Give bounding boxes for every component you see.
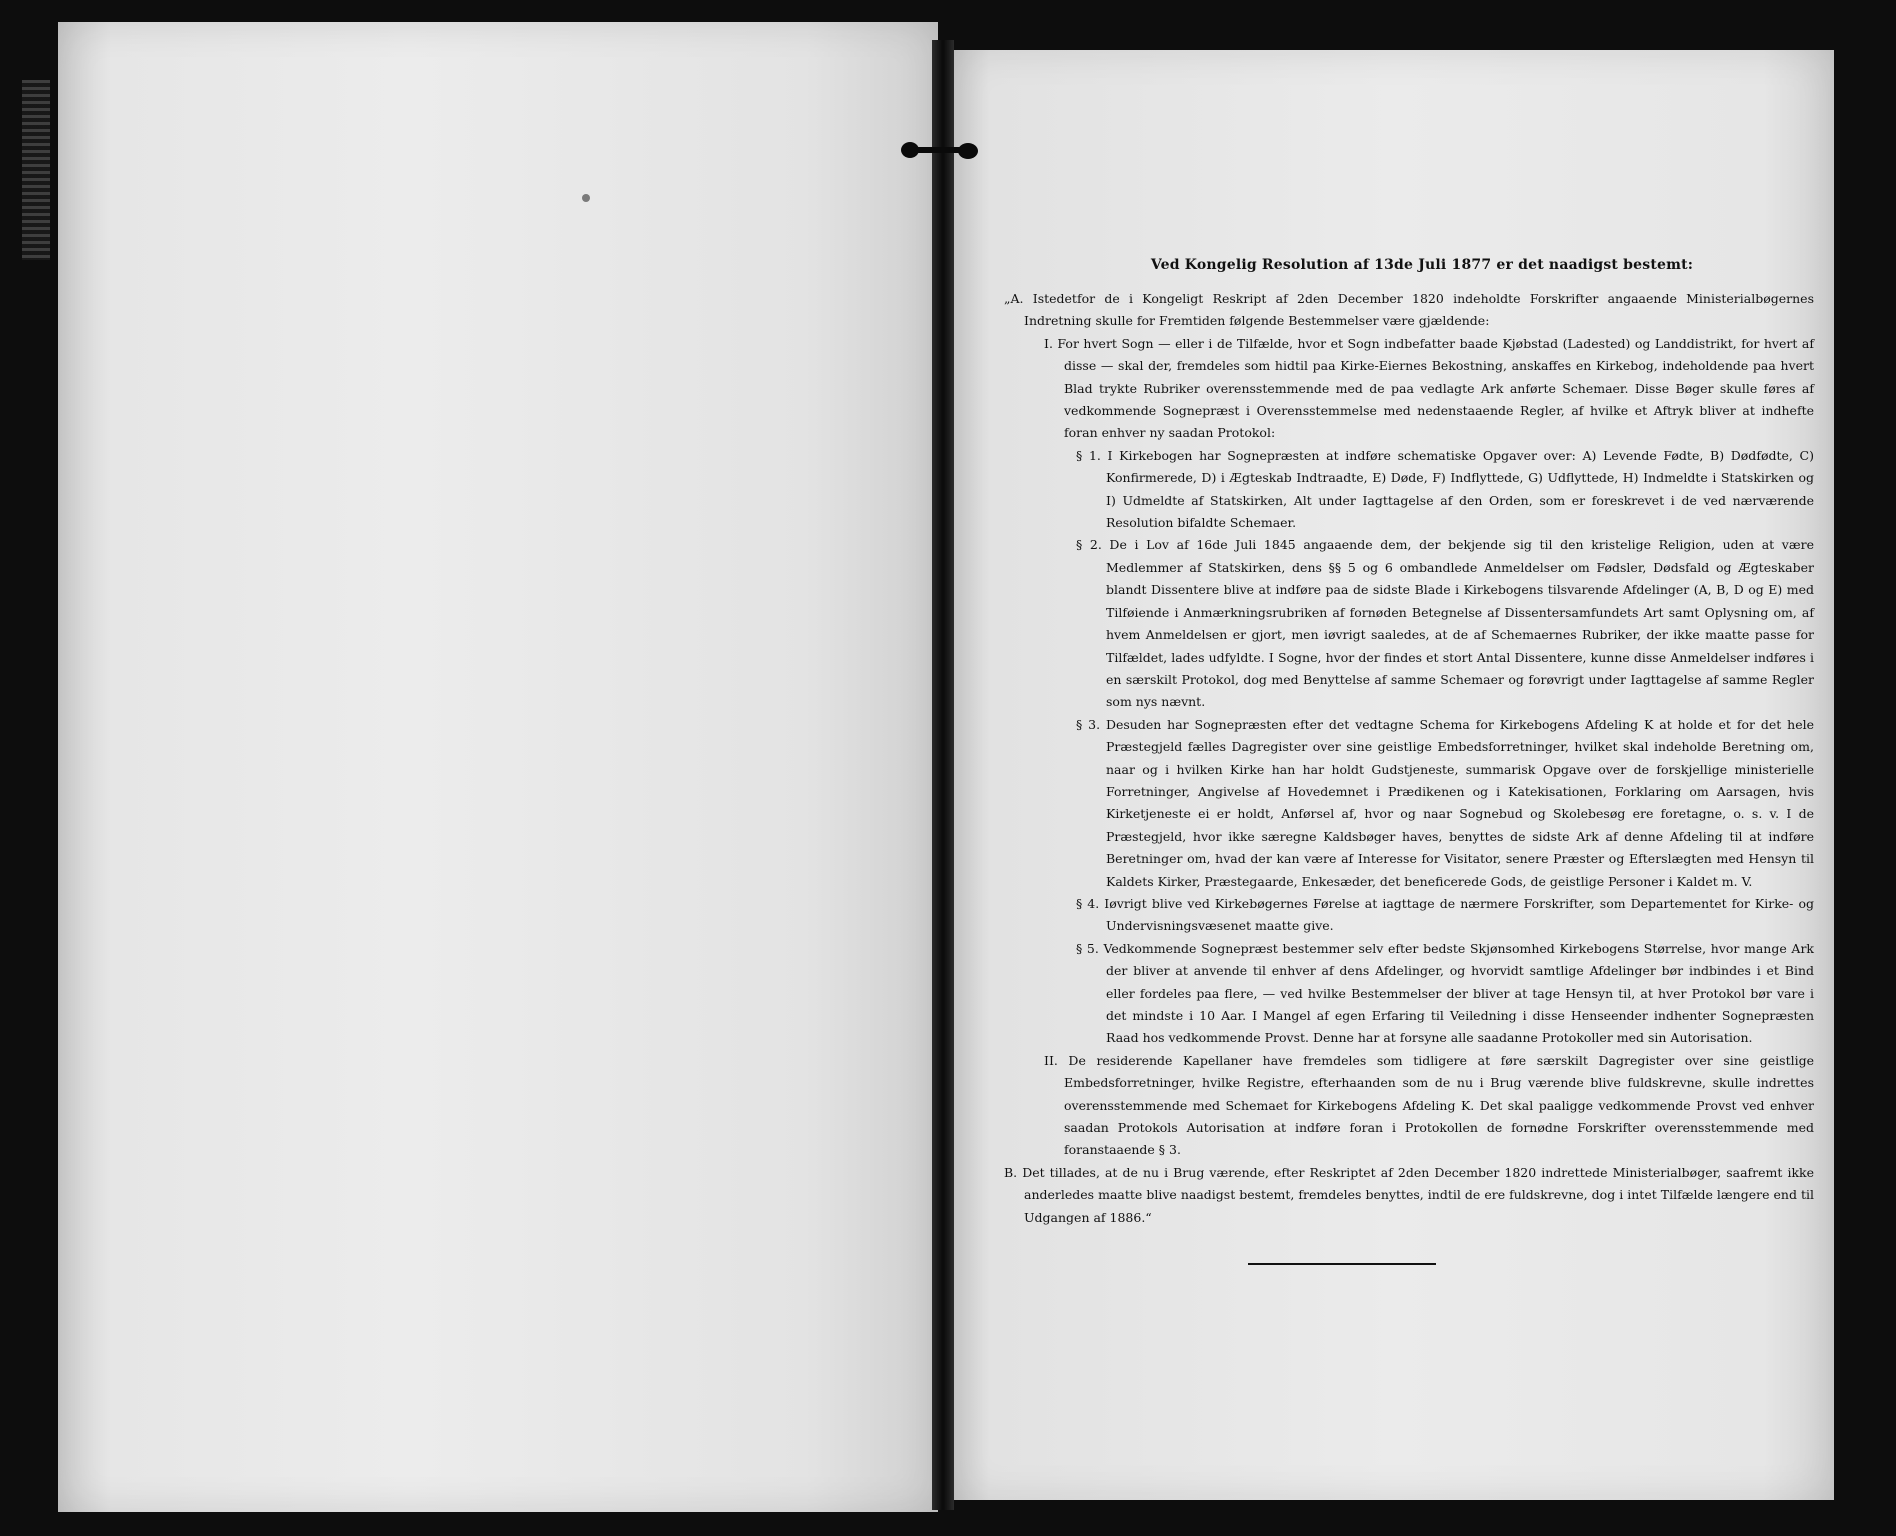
- paragraph-a: „A. Istedetfor de i Kongeligt Reskript af 2den December 1820 indeholdte Forskrifter angaaende Ministerialbøgernes Indretning skulle for Fremtiden følgende Bestemmelser være gjældende:: [1004, 291, 1814, 329]
- paragraph-i: I. For hvert Sogn — eller i de Tilfælde, hvor et Sogn indbefatter baade Kjøbstad (Ladested) og Landdistrikt, for hvert af disse — skal der, fremdeles som hidtil paa Kirke-Eiernes Bekostning, anskaffes en Kirkebog, indeholdende paa hvert Blad trykte Rubriker overensstemmende med de paa vedlagte Ark anførte Schemaer. Disse Bøger skulle føres af vedkommende Sognepræst i Overensstemmelse med nedenstaaende Regler, af hvilke et Aftryk bliver at indhefte foran enhver ny saadan Protokol:: [1044, 335, 1814, 441]
- page-title: Ved Kongelig Resolution af 13de Juli 1877 er det naadigst bestemt:: [1150, 257, 1694, 273]
- book-gutter: [932, 40, 954, 1510]
- section-1: § 1. I Kirkebogen har Sognepræsten at indføre schematiske Opgaver over: A) Levende Fødte, B) Dødfødte, C) Konfirmerede, D) i Ægteskab Indtraadte, E) Døde, F) Indflyttede, G) Udflyttede, H) Indmeldte i Statskirken og I) Udmeldte af Statskirken, Alt under Iagttagelse af den Orden, som er foreskrevet i de ved nærværende Resolution bifaldte Schemaer.: [1076, 447, 1814, 531]
- section-2: § 2. De i Lov af 16de Juli 1845 angaaende dem, der bekjende sig til den kristelige Religion, uden at være Medlemmer af Statskirken, dens §§ 5 og 6 ombandlede Anmeldelser om Fødsler, Dødsfald og Ægteskaber blandt Dissentere blive at indføre paa de sidste Blade i Kirkebogens tilsvarende Afdelinger (A, B, D og E) med Tilføiende i Anmærkningsrubriken af fornøden Betegnelse af Dissentersamfundets Art samt Oplysning om, af hvem Anmeldelsen er gjort, men iøvrigt saaledes, at de af Schemaernes Rubriker, der ikke maatte passe for Tilfældet, lades udfyldte. I Sogne, hvor der findes et stort Antal Dissentere, kunne disse Anmeldelser indføres i en særskilt Protokol, dog med Benyttelse af samme Schemaer og forøvrigt under Iagttagelse af samme Regler som nys nævnt.: [1076, 537, 1814, 710]
- paragraph-b: B. Det tillades, at de nu i Brug værende, efter Reskriptet af 2den December 1820 indrettede Ministerialbøger, saafremt ikke anderledes maatte blive naadigst bestemt, fremdeles benyttes, indtil de ere fuldskrevne, dog i intet Tilfælde længere end til Udgangen af 1886.“: [1004, 1164, 1814, 1225]
- paper-speck: [582, 194, 590, 202]
- resolution-text: [1004, 254, 1814, 1229]
- page-edge-marks: [22, 80, 50, 260]
- left-page-blank: [58, 22, 938, 1512]
- section-3: § 3. Desuden har Sognepræsten efter det vedtagne Schema for Kirkebogens Afdeling K at holde et for det hele Præstegjeld fælles Dagregister over sine geistlige Embedsforretninger, hvilket skal indeholde Beretning om, naar og i hvilken Kirke han har holdt Gudstjeneste, summarisk Opgave over de forskjellige ministerielle Forretninger, Angivelse af Hovedemnet i Prædikenen og i Katekisationen, Forklaring om Aarsagen, hvis Kirketjeneste ei er holdt, Anførsel af, hvor og naar Sognebud og Skolebesøg ere foretagne, o. s. v. I de Præstegjeld, hvor ikke særegne Kaldsbøger haves, benyttes de sidste Ark af denne Afdeling til at indføre Beretninger om, hvad der kan være af Interesse for Visitator, senere Præster og Efterslægten med Hensyn til Kaldets Kirker, Præstegaarde, Enkesæder, det beneficerede Gods, de geistlige Personer i Kaldet m. V.: [1076, 716, 1814, 889]
- paragraph-ii: II. De residerende Kapellaner have fremdeles som tidligere at føre særskilt Dagregister over sine geistlige Embedsforretninger, hvilke Registre, efterhaanden som de nu i Brug værende blive fuldskrevne, skulle indrettes overensstemmende med Schemaet for Kirkebogens Afdeling K. Det skal paaligge vedkommende Provst ved enhver saadan Protokols Autorisation at indføre foran i Protokollen de fornødne Forskrifter overensstemmende med foranstaaende § 3.: [1044, 1052, 1814, 1158]
- binding-thread-icon: [900, 139, 982, 161]
- section-4: § 4. Iøvrigt blive ved Kirkebøgernes Førelse at iagttage de nærmere Forskrifter, som Departementet for Kirke- og Undervisningsvæsenet maatte give.: [1076, 895, 1814, 934]
- closing-rule: [1248, 1263, 1436, 1265]
- section-5: § 5. Vedkommende Sognepræst bestemmer selv efter bedste Skjønsomhed Kirkebogens Størrelse, hvor mange Ark der bliver at anvende til enhver af dens Afdelinger, og hvorvidt samtlige Afdelinger bør indbindes i et Bind eller fordeles paa flere, — ved hvilke Bestemmelser der bliver at tage Hensyn til, at hver Protokol bør vare i det mindste i 10 Aar. I Mangel af egen Erfaring til Veiledning i disse Henseender indhenter Sognepræsten Raad hos vedkommende Provst. Denne har at forsyne alle saadanne Protokoller med sin Autorisation.: [1076, 940, 1814, 1046]
